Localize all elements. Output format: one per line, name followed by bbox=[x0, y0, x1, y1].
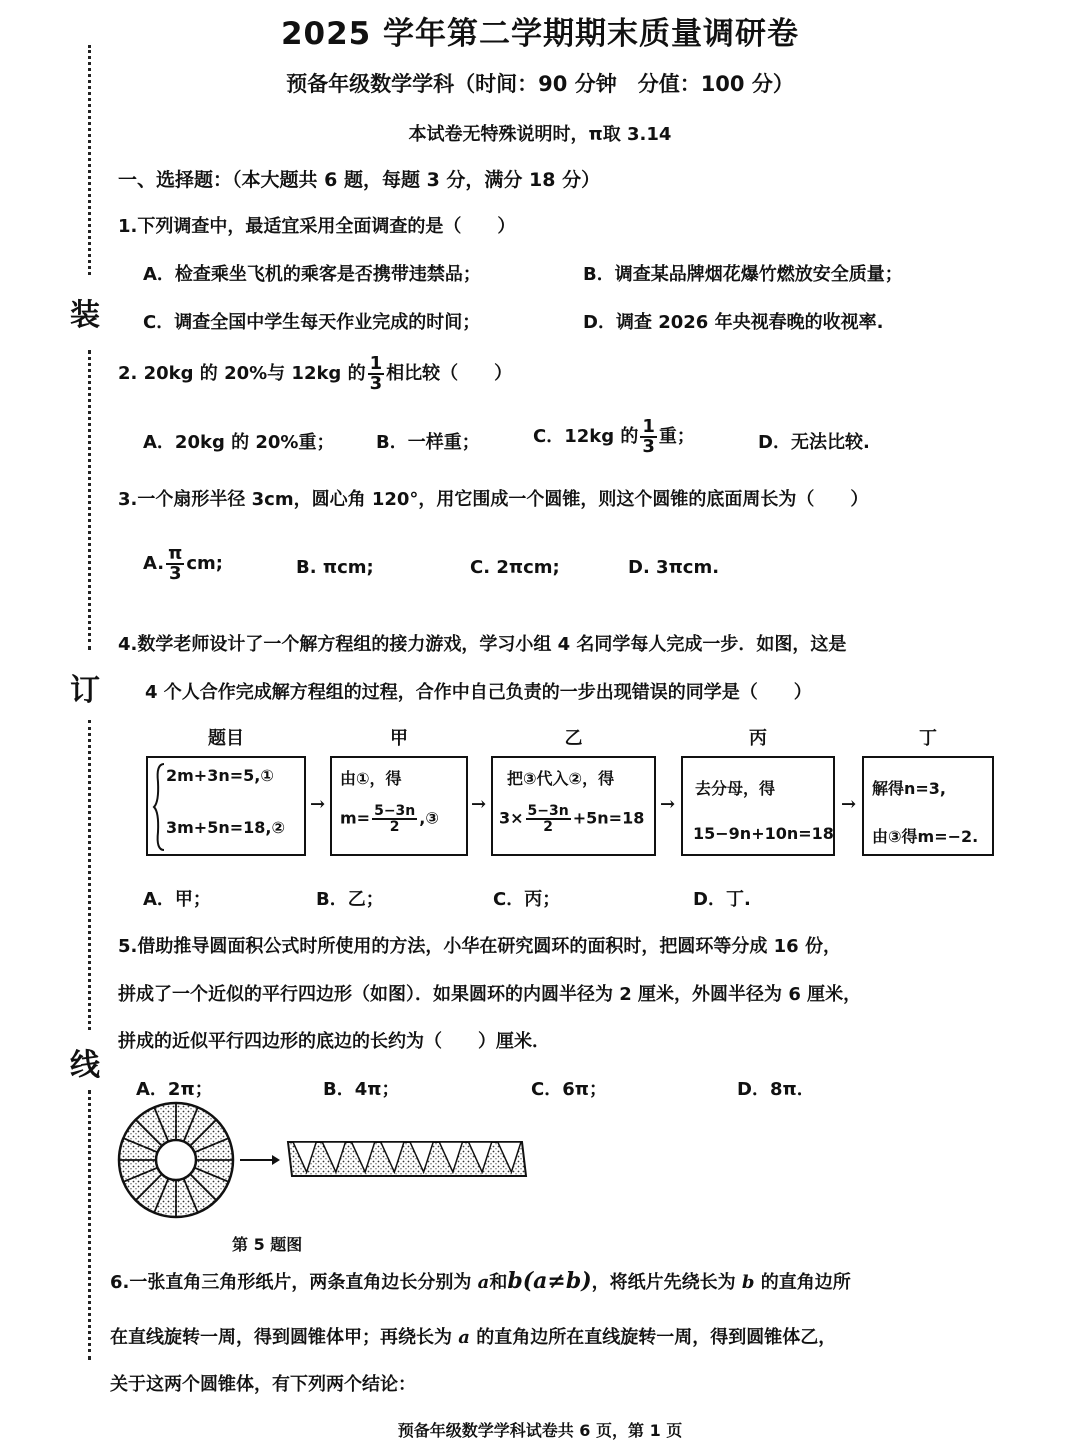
q1-option-b: B．调查某品牌烟花爆竹燃放安全质量； bbox=[583, 264, 903, 285]
q5-stem-line2: 拼成了一个近似的平行四边形（如图）．如果圆环的内圆半径为 2 厘米，外圆半径为 6 厘米， bbox=[118, 984, 862, 1005]
q6-line2-pre: 在直线旋转一周，得到圆锥体甲；再绕长为 bbox=[110, 1327, 452, 1348]
binding-mark-xian: 线 bbox=[70, 1048, 100, 1083]
exam-subtitle: 预备年级数学学科（时间：90 分钟 分值：100 分） bbox=[286, 72, 794, 96]
q3-option-d: D. 3πcm. bbox=[628, 557, 720, 578]
q4-label-jia: 甲 bbox=[390, 728, 408, 749]
q5-option-a: A．2π； bbox=[136, 1079, 213, 1100]
q4-yi-post: +5n=18 bbox=[572, 808, 645, 828]
q3-a-den: 3 bbox=[168, 563, 182, 584]
q6-line1-pre: 6.一张直角三角形纸片，两条直角边长分别为 bbox=[110, 1272, 472, 1293]
arrow-right-icon: → bbox=[841, 794, 857, 815]
q5-stem-line1: 5.借助推导圆面积公式时所使用的方法，小华在研究圆环的面积时，把圆环等分成 16 份， bbox=[118, 936, 841, 957]
q4-box-bing bbox=[681, 756, 835, 856]
q6-var-b: b bbox=[507, 1268, 523, 1294]
q6-line2 bbox=[110, 1323, 836, 1349]
binding-line-bottom bbox=[88, 1090, 91, 1360]
q3-option-a-fraction bbox=[166, 545, 184, 583]
q6-line1 bbox=[110, 1268, 851, 1294]
q4-yi-fraction bbox=[526, 804, 571, 834]
q2-option-c-fraction bbox=[640, 418, 657, 456]
q4-jia-fraction bbox=[372, 804, 417, 834]
q4-box-ding bbox=[862, 756, 994, 856]
page-footer: 预备年级数学学科试卷共 6 页，第 1 页 bbox=[397, 1421, 683, 1440]
q1-option-d: D．调查 2026 年央视春晚的收视率. bbox=[583, 312, 884, 333]
q4-label-ding: 丁 bbox=[919, 728, 937, 749]
section-heading: 一、选择题：（本大题共 6 题，每题 3 分，满分 18 分） bbox=[118, 169, 601, 191]
q3-stem: 3.一个扇形半径 3cm，圆心角 120°，用它围成一个圆锥，则这个圆锥的底面周长为（ ） bbox=[118, 489, 869, 510]
q6-line3: 关于这两个圆锥体，有下列两个结论： bbox=[110, 1374, 416, 1395]
binding-line-mid-2 bbox=[88, 720, 91, 1030]
brace-icon bbox=[152, 762, 166, 852]
annulus-shape bbox=[119, 1103, 233, 1217]
q4-ding-line1: 解得n=3, bbox=[872, 779, 947, 798]
q4-yi-num: 5−3n bbox=[527, 803, 569, 819]
q4-stem-line2: 4 个人合作完成解方程组的过程，合作中自己负责的一步出现错误的同学是（ ） bbox=[145, 682, 812, 703]
q2-option-c bbox=[533, 418, 695, 456]
q4-stem-line1: 4.数学老师设计了一个解方程组的接力游戏，学习小组 4 名同学每人完成一步．如图，这是 bbox=[118, 634, 847, 655]
q6-var-b-2: b bbox=[741, 1272, 755, 1293]
q3-option-c: C. 2πcm; bbox=[470, 557, 560, 578]
q2-stem-post: 相比较（ ） bbox=[386, 363, 513, 384]
q2-stem-pre: 2. 20kg 的 20%与 12kg 的 bbox=[118, 363, 366, 384]
q5-figure bbox=[112, 1100, 542, 1220]
q2-fraction bbox=[368, 355, 385, 393]
q3-a-num: π bbox=[168, 543, 183, 564]
q2-option-b: B．一样重； bbox=[376, 432, 480, 453]
q5-option-b: B．4π； bbox=[323, 1079, 400, 1100]
q4-jia-line1: 由①，得 bbox=[340, 769, 402, 788]
q5-option-c: C．6π； bbox=[531, 1079, 607, 1100]
exam-title: 2025 学年第二学期期末质量调研卷 bbox=[280, 16, 800, 52]
q6-line1-post: ，将纸片先绕长为 bbox=[591, 1272, 736, 1293]
q4-label-problem: 题目 bbox=[208, 728, 244, 749]
q4-eq1: 2m+3n=5,① bbox=[166, 766, 274, 785]
q2-frac-num: 1 bbox=[369, 353, 383, 374]
q4-option-b: B．乙； bbox=[316, 889, 384, 910]
binding-mark-zhuang: 装 bbox=[70, 298, 100, 333]
q2-option-c-num: 1 bbox=[642, 416, 655, 437]
q4-label-yi: 乙 bbox=[564, 728, 583, 749]
q6-condition: (a≠b) bbox=[522, 1268, 592, 1294]
q5-stem-line3: 拼成的近似平行四边形的底边的长约为（ ）厘米． bbox=[118, 1031, 550, 1052]
q4-option-a: A．甲； bbox=[143, 889, 211, 910]
q4-box-jia bbox=[330, 756, 468, 856]
q4-bing-line2: 15−9n+10n=18 bbox=[693, 824, 834, 843]
binding-line-mid-1 bbox=[88, 350, 91, 650]
q6-and: 和 bbox=[489, 1272, 508, 1293]
q1-option-c: C．调查全国中学生每天作业完成的时间； bbox=[143, 312, 481, 333]
q6-line1-end: 的直角边所 bbox=[760, 1272, 851, 1293]
binding-mark-ding: 订 bbox=[70, 673, 100, 708]
q4-jia-post: ,③ bbox=[419, 808, 439, 828]
q4-option-c: C．丙； bbox=[493, 889, 561, 910]
exam-note: 本试卷无特殊说明时，π取 3.14 bbox=[408, 124, 672, 145]
q3-option-b: B. πcm; bbox=[296, 557, 374, 578]
q4-option-d: D．丁. bbox=[693, 889, 751, 910]
q2-option-c-den: 3 bbox=[642, 436, 655, 457]
q4-yi-line2 bbox=[499, 804, 644, 834]
arrow-right-icon bbox=[240, 1155, 280, 1165]
q4-yi-den: 2 bbox=[543, 819, 554, 835]
arrow-right-icon: → bbox=[660, 794, 676, 815]
q4-jia-den: 2 bbox=[389, 819, 400, 835]
q2-option-d: D．无法比较. bbox=[758, 432, 870, 453]
q6-line2-post: 的直角边所在直线旋转一周，得到圆锥体乙， bbox=[476, 1327, 837, 1348]
q2-frac-den: 3 bbox=[369, 373, 383, 394]
parallelogram-shape bbox=[288, 1142, 526, 1176]
q4-jia-line2 bbox=[340, 804, 439, 834]
q2-option-c-post: 重； bbox=[658, 426, 695, 447]
q4-box-yi bbox=[491, 756, 656, 856]
q2-option-a: A．20kg 的 20%重； bbox=[143, 432, 335, 453]
q4-ding-line2: 由③得m=−2. bbox=[872, 827, 979, 846]
q6-var-a: a bbox=[477, 1272, 490, 1293]
q3-option-a-pre: A. bbox=[143, 553, 165, 574]
q3-option-a-post: cm; bbox=[186, 553, 223, 574]
q2-option-c-pre: C．12kg 的 bbox=[533, 426, 639, 447]
q4-label-bing: 丙 bbox=[749, 728, 767, 749]
q3-option-a bbox=[143, 545, 223, 583]
q6-var-a-2: a bbox=[458, 1327, 470, 1348]
q1-option-a: A．检查乘坐飞机的乘客是否携带违禁品； bbox=[143, 264, 481, 285]
q5-option-d: D．8π． bbox=[737, 1079, 815, 1100]
arrow-right-icon: → bbox=[310, 794, 326, 815]
q2-stem bbox=[118, 355, 512, 393]
q4-yi-pre: 3× bbox=[499, 808, 524, 828]
q4-box-problem bbox=[146, 756, 306, 856]
q4-jia-num: 5−3n bbox=[374, 803, 416, 819]
q4-jia-pre: m= bbox=[340, 808, 371, 828]
q4-bing-line1: 去分母，得 bbox=[695, 779, 776, 798]
q4-yi-line1: 把③代入②，得 bbox=[507, 769, 615, 788]
arrow-right-icon: → bbox=[471, 794, 487, 815]
q5-figure-caption: 第 5 题图 bbox=[232, 1235, 303, 1254]
q1-stem: 1.下列调查中，最适宜采用全面调查的是（ ） bbox=[118, 216, 516, 237]
q4-eq2: 3m+5n=18,② bbox=[166, 818, 286, 837]
